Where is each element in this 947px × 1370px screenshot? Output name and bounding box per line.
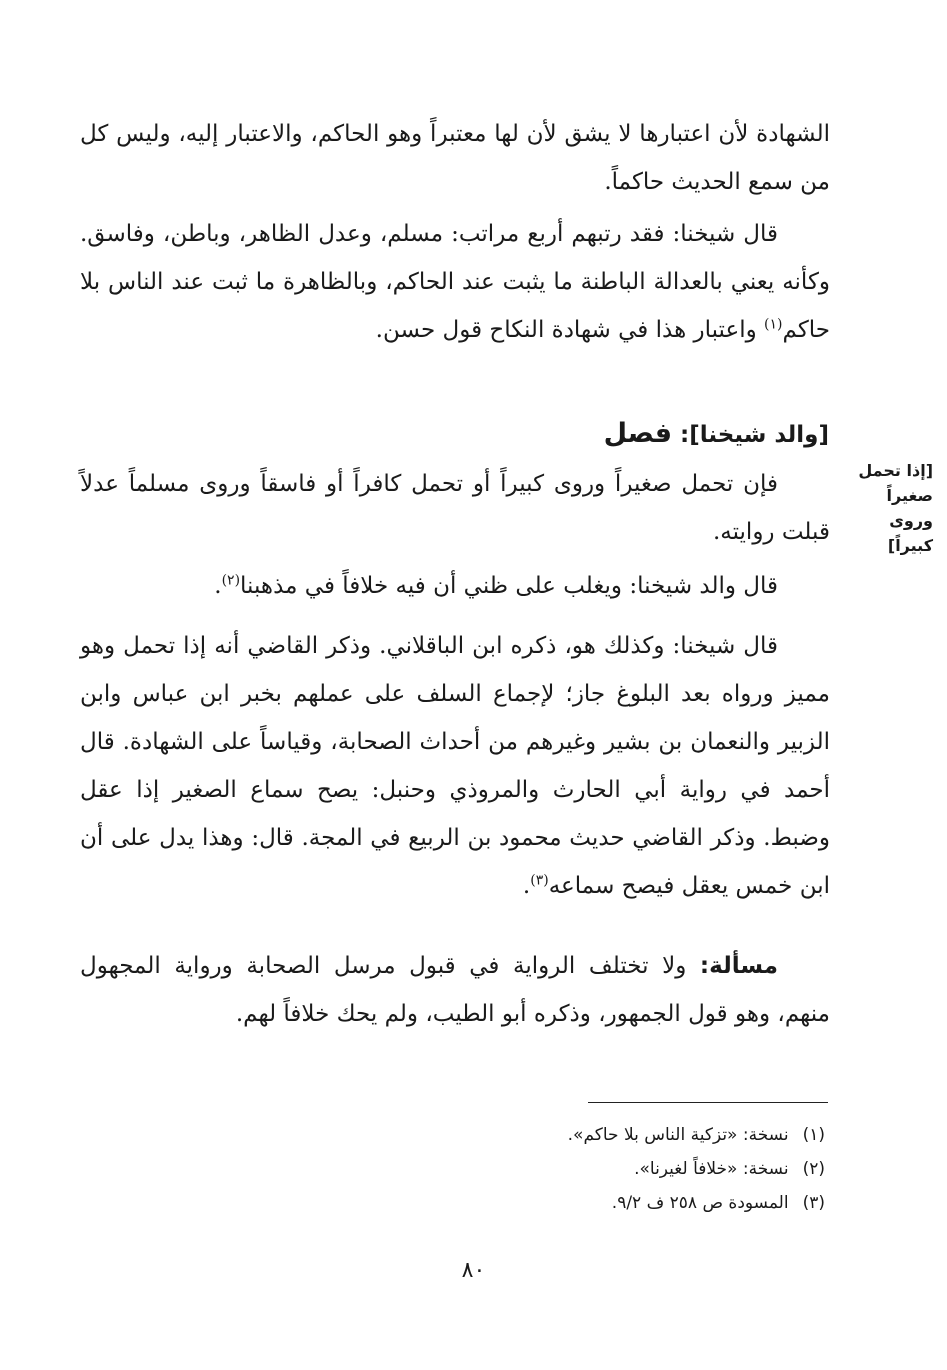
footnote-text: المسودة ص ٢٥٨ ف ٩/٢. xyxy=(611,1193,789,1213)
footnote-number: (٢) xyxy=(802,1159,825,1179)
section-heading xyxy=(604,414,829,455)
paragraph-father-opinion xyxy=(80,562,830,610)
paragraph-ranks xyxy=(80,210,830,354)
heading-prefix: [والد شيخنا]: xyxy=(672,422,829,448)
footnote-text: نسخة: «تزكية الناس بلا حاكم». xyxy=(567,1125,789,1145)
paragraph-text: الشهادة لأن اعتبارها لا يشق لأن لها معتبراً وهو الحاكم، والاعتبار إليه، وليس كل من سمع الحديث حاكماً. xyxy=(80,121,830,195)
paragraph-rule xyxy=(80,460,830,556)
footnote-divider xyxy=(588,1102,828,1103)
paragraph-masala xyxy=(80,942,830,1038)
footnote-2 xyxy=(325,1152,825,1186)
paragraph-text: ولا تختلف الرواية في قبول مرسل الصحابة ورواية المجهول منهم، وهو قول الجمهور، وذكره أبو الطيب، ولم يحك خلافاً لهم. xyxy=(80,953,830,1027)
paragraph-text: قال شيخنا: فقد رتبهم أربع مراتب: مسلم، وعدل الظاهر، وباطن، وفاسق. وكأنه يعني بالعدالة الباطنة ما يثبت عند الحاكم، وبالظاهرة ما ثبت عند الناس بلا حاكم xyxy=(80,221,830,343)
margin-note: [إذا تحمل صغيراً وروى كبيراً] xyxy=(858,461,933,555)
masala-label: مسألة: xyxy=(699,953,778,979)
footnote-marker-3[interactable]: (٣) xyxy=(530,872,549,889)
footnote-number: (١) xyxy=(802,1125,825,1145)
paragraph-text: . xyxy=(522,873,531,899)
paragraph-continuation xyxy=(80,110,830,206)
page-number: ٨٠ xyxy=(461,1258,486,1283)
heading-title: فصل xyxy=(603,418,673,449)
paragraph-text: قال شيخنا: وكذلك هو، ذكره ابن الباقلاني. وذكر القاضي أنه إذا تحمل وهو مميز ورواه بعد البلوغ جاز؛ لإجماع السلف على عملهم بخبر ابن عباس وابن الزبير والنعمان بن بشير وغيرهم من أحداث الصحابة، وقياساً على الشهادة. قال أحمد في رواية أبي الحارث والمروذي وحنبل: يصح سماع الصغير إذا عقل وضبط. وذكر القاضي حديث محمود بن الربيع في المجة. قال: وهذا يدل على أن ابن خمس يعقل فيصح سماعه xyxy=(80,633,830,899)
paragraph-text: . xyxy=(214,573,222,599)
paragraph-discussion xyxy=(80,622,830,910)
footnote-marker-1[interactable]: (١) xyxy=(764,316,783,333)
footnote-text: نسخة: «خلافاً لغيرنا». xyxy=(634,1159,789,1179)
paragraph-text: فإن تحمل صغيراً وروى كبيراً أو تحمل كافراً أو فاسقاً وروى مسلماً عدلاً قبلت روايته. xyxy=(80,471,830,545)
paragraph-text: واعتبار هذا في شهادة النكاح قول حسن. xyxy=(375,317,765,343)
footnote-3 xyxy=(325,1186,825,1220)
footnotes xyxy=(325,1118,825,1220)
footnote-number: (٣) xyxy=(802,1193,825,1213)
footnote-1 xyxy=(325,1118,825,1152)
paragraph-text: قال والد شيخنا: ويغلب على ظني أن فيه خلافاً في مذهبنا xyxy=(240,573,778,599)
footnote-marker-2[interactable]: (٢) xyxy=(221,572,241,589)
